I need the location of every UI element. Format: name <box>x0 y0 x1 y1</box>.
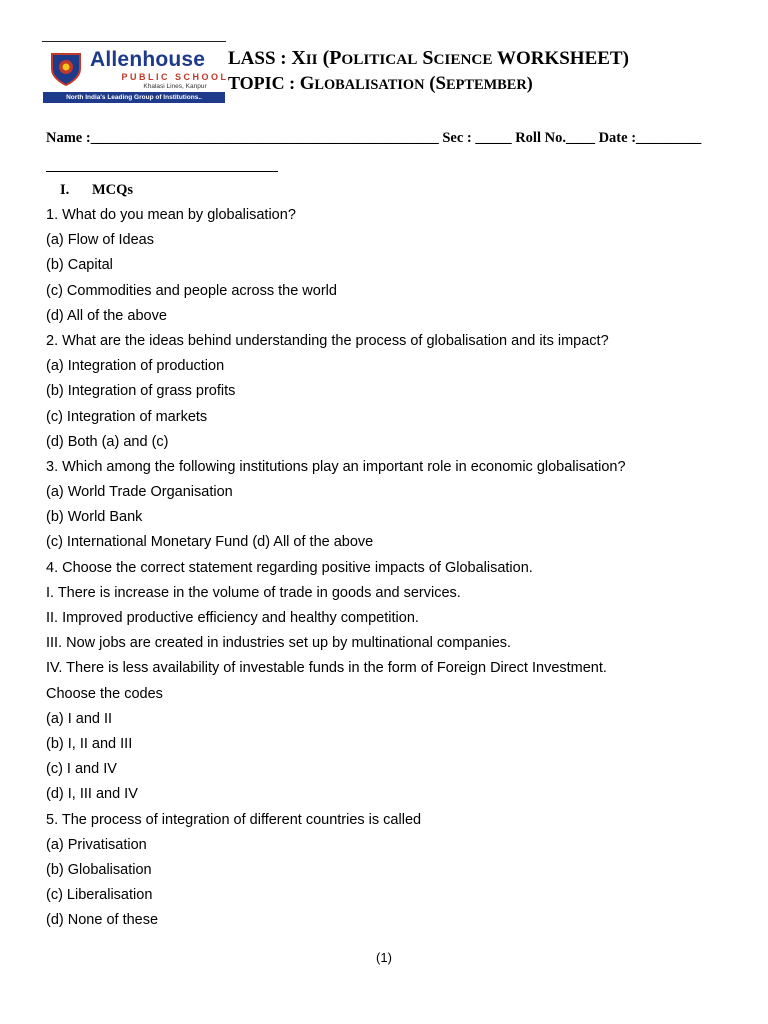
question-line: (c) I and IV <box>46 761 117 778</box>
question-line: II. Improved productive efficiency and healthy competition. <box>46 610 419 626</box>
school-logo <box>42 41 229 106</box>
logo-location: Khalasi Lines, Kanpur <box>143 83 207 90</box>
blank-line <box>46 171 278 172</box>
worksheet-topic: TOPIC : GLOBALISATION (SEPTEMBER) <box>228 73 533 94</box>
question-line: (b) I, II and III <box>46 735 133 752</box>
question-line: III. Now jobs are created in industries set up by multinational companies. <box>46 635 512 652</box>
question-line: (a) World Trade Organisation <box>46 484 233 501</box>
logo-name: Allenhouse <box>90 48 206 71</box>
question-line: (d) None of these <box>46 912 159 929</box>
school-crest-icon <box>49 51 83 87</box>
logo-tagline: North India's Leading Group of Institutions.. <box>43 92 225 103</box>
question-line: (a) Integration of production <box>46 358 225 375</box>
question-line: 4. Choose the correct statement regarding positive impacts of Globalisation. <box>46 559 533 576</box>
question-line: (b) Globalisation <box>46 861 152 878</box>
question-line: 2. What are the ideas behind understanding the process of globalisation and its impact? <box>46 332 609 349</box>
student-info-line: Name :________________________________________________ Sec : _____ Roll No.____ Date :_________ <box>46 130 702 146</box>
question-line: 5. The process of integration of different countries is called <box>46 811 422 828</box>
page-number: (1) <box>376 950 392 965</box>
question-line: (d) I, III and IV <box>46 786 138 803</box>
section-heading: I. MCQs <box>60 182 134 198</box>
worksheet-title: LASS : XII (POLITICAL SCIENCE WORKSHEET) <box>228 47 629 69</box>
logo-subtitle: PUBLIC SCHOOL <box>121 72 229 82</box>
question-line: (b) World Bank <box>46 509 143 526</box>
question-line: (a) I and II <box>46 710 113 727</box>
question-line: (d) Both (a) and (c) <box>46 433 169 450</box>
question-line: Choose the codes <box>46 685 163 702</box>
question-line: (b) Integration of grass profits <box>46 383 236 400</box>
question-line: (c) Commodities and people across the world <box>46 282 337 299</box>
question-list <box>46 205 746 935</box>
question-line: (d) All of the above <box>46 307 167 324</box>
question-line: (c) Liberalisation <box>46 887 153 904</box>
question-line: (a) Privatisation <box>46 836 147 853</box>
question-line: 3. Which among the following institutions play an important role in economic globalisation? <box>46 458 626 475</box>
question-line: (c) International Monetary Fund (d) All of the above <box>46 534 374 551</box>
question-line: (c) Integration of markets <box>46 408 208 425</box>
question-line: I. There is increase in the volume of trade in goods and services. <box>46 584 461 601</box>
question-line: (b) Capital <box>46 257 113 274</box>
question-line: 1. What do you mean by globalisation? <box>46 207 296 223</box>
question-line: (a) Flow of Ideas <box>46 232 154 249</box>
question-line: IV. There is less availability of investable funds in the form of Foreign Direct Investment. <box>46 660 607 677</box>
